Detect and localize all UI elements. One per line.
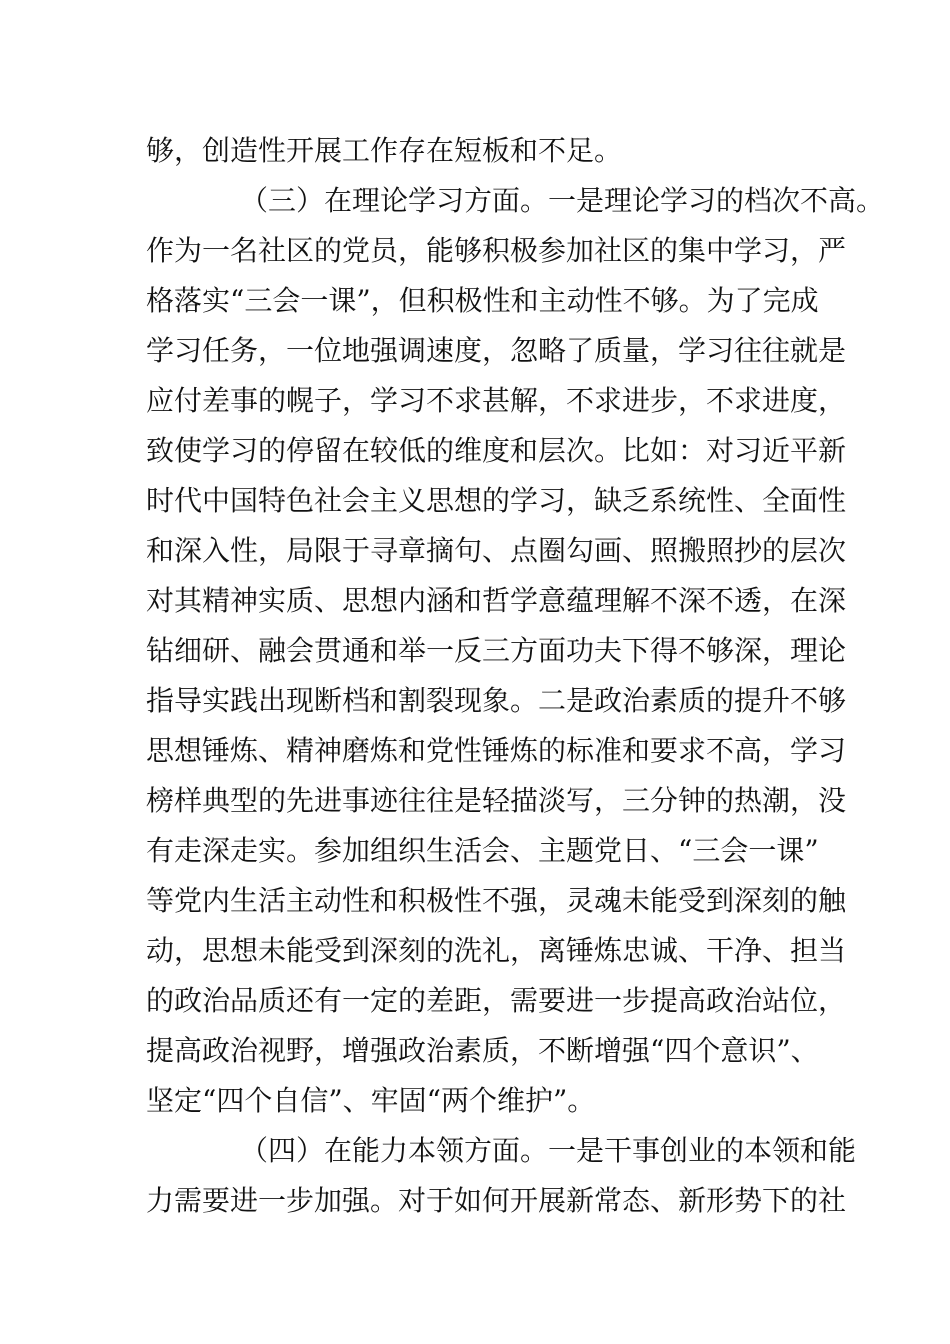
paragraph-line: 作为一名社区的党员，能够积极参加社区的集中学习，严 xyxy=(146,234,847,267)
paragraph-line: 坚定“四个自信”、牢固“两个维护”。 xyxy=(146,1084,596,1117)
paragraph-line: 够，创造性开展工作存在短板和不足。 xyxy=(146,134,623,167)
paragraph-line: 对其精神实质、思想内涵和哲学意蕴理解不深不透，在深 xyxy=(146,584,847,617)
paragraph-line: 提高政治视野，增强政治素质，不断增强“四个意识”、 xyxy=(146,1034,819,1067)
paragraph-line: 格落实“三会一课”，但积极性和主动性不够。为了完成 xyxy=(146,284,819,317)
paragraph-line: 思想锤炼、精神磨炼和党性锤炼的标准和要求不高，学习 xyxy=(146,734,847,767)
paragraph-line: 学习任务，一位地强调速度，忽略了质量，学习往往就是 xyxy=(146,334,847,367)
paragraph-line: 动，思想未能受到深刻的洗礼，离锤炼忠诚、干净、担当 xyxy=(146,934,847,967)
paragraph-line: 等党内生活主动性和积极性不强，灵魂未能受到深刻的触 xyxy=(146,884,847,917)
paragraph-line: 有走深走实。参加组织生活会、主题党日、“三会一课” xyxy=(146,834,819,867)
paragraph-line: 指导实践出现断档和割裂现象。二是政治素质的提升不够 xyxy=(146,684,847,717)
paragraph-line: 钻细研、融会贯通和举一反三方面功夫下得不够深，理论 xyxy=(146,634,847,667)
paragraph-line: 时代中国特色社会主义思想的学习，缺乏系统性、全面性 xyxy=(146,484,847,517)
section-heading-line: （三）在理论学习方面。一是理论学习的档次不高。 xyxy=(240,184,885,217)
paragraph-line: 榜样典型的先进事迹往往是轻描淡写，三分钟的热潮，没 xyxy=(146,784,847,817)
section-heading-line: （四）在能力本领方面。一是干事创业的本领和能 xyxy=(240,1134,857,1167)
paragraph-line: 的政治品质还有一定的差距，需要进一步提高政治站位， xyxy=(146,984,847,1017)
paragraph-line: 应付差事的幌子，学习不求甚解，不求进步，不求进度， xyxy=(146,384,847,417)
paragraph-line: 致使学习的停留在较低的维度和层次。比如：对习近平新 xyxy=(146,434,847,467)
paragraph-line: 力需要进一步加强。对于如何开展新常态、新形势下的社 xyxy=(146,1184,847,1217)
paragraph-line: 和深入性，局限于寻章摘句、点圈勾画、照搬照抄的层次 xyxy=(146,534,847,567)
